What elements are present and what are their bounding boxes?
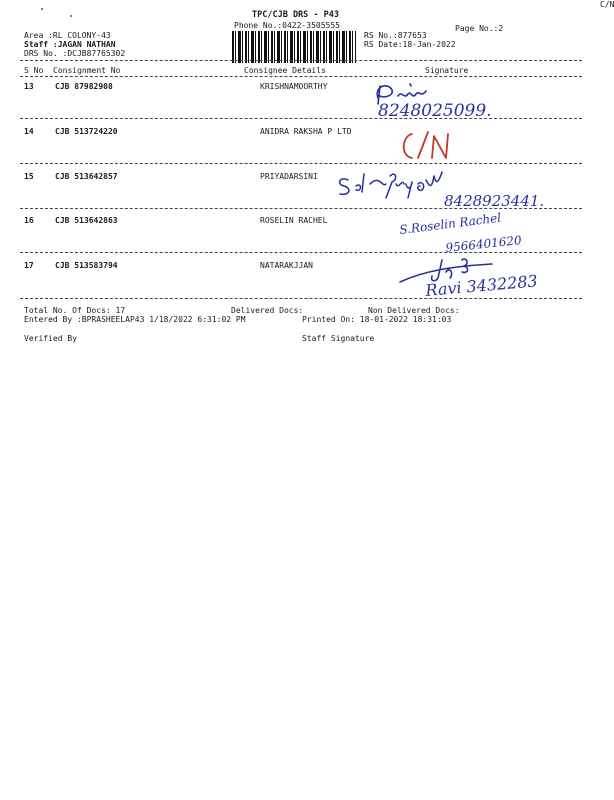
page-number: Page No.:2 bbox=[455, 24, 504, 33]
printed-on: Printed On: 18-01-2022 18:31:03 bbox=[302, 315, 452, 324]
row-sno: 13 bbox=[24, 82, 34, 91]
row-consignment-no: CJB 87982908 bbox=[55, 82, 113, 91]
area-label: Area :RL COLONY-43 bbox=[24, 31, 111, 40]
signature-phone: 8428923441. bbox=[444, 192, 545, 210]
verified-by-label: Verified By bbox=[24, 334, 77, 343]
scan-speck bbox=[70, 15, 72, 17]
column-header-consignee: Consignee Details bbox=[244, 66, 326, 75]
column-header-sno: S No bbox=[24, 66, 44, 75]
row-sno: 15 bbox=[24, 172, 34, 181]
row-consignee: NATARAKJJAN bbox=[260, 261, 313, 270]
phone-number: Phone No.:0422-3505555 bbox=[234, 21, 340, 30]
divider bbox=[20, 76, 582, 77]
divider bbox=[20, 208, 582, 209]
row-consignee: PRIYADARSINI bbox=[260, 172, 318, 181]
rs-number: RS No.:877653 bbox=[364, 31, 427, 40]
rs-date: RS Date:18-Jan-2022 bbox=[364, 40, 456, 49]
handwritten-signature bbox=[396, 252, 556, 302]
row-sno: 14 bbox=[24, 127, 34, 136]
row-consignee: KRISHNAMOORTHY bbox=[260, 82, 328, 91]
signature-text: Ravi 3432283 bbox=[424, 271, 539, 300]
entered-by: Entered By :BPRASHEELAP43 1/18/2022 6:31:02 PM bbox=[24, 315, 246, 324]
signature-name: S.Roselin Rachel bbox=[398, 210, 502, 237]
signature-text: C/N bbox=[600, 0, 614, 9]
divider bbox=[20, 163, 582, 164]
divider bbox=[20, 118, 582, 119]
staff-label: Staff :JAGAN NATHAN bbox=[24, 40, 116, 49]
non-delivered-docs: Non Delivered Docs: bbox=[368, 306, 460, 315]
divider bbox=[20, 298, 582, 299]
row-consignment-no: CJB 513583794 bbox=[55, 261, 118, 270]
drs-number: DRS No. :DCJB87765302 bbox=[24, 49, 126, 58]
total-docs: Total No. Of Docs: 17 bbox=[24, 306, 126, 315]
divider bbox=[20, 60, 582, 61]
row-sno: 16 bbox=[24, 216, 34, 225]
handwritten-signature bbox=[398, 128, 458, 164]
barcode bbox=[232, 31, 356, 63]
row-consignment-no: CJB 513642857 bbox=[55, 172, 118, 181]
column-header-consignment: Consignment No bbox=[53, 66, 121, 75]
row-consignee: ANIDRA RAKSHA P LTD bbox=[260, 127, 352, 136]
delivered-docs: Delivered Docs: bbox=[231, 306, 304, 315]
signature-phone: 9566401620 bbox=[444, 233, 523, 255]
signature-phone: 8248025099. bbox=[378, 101, 492, 121]
document-title: TPC/CJB DRS - P43 bbox=[252, 10, 339, 20]
column-header-signature: Signature bbox=[425, 66, 469, 75]
staff-signature-label: Staff Signature bbox=[302, 334, 375, 343]
row-consignment-no: CJB 513724220 bbox=[55, 127, 118, 136]
handwritten-signature bbox=[334, 168, 564, 210]
row-consignee: ROSELIN RACHEL bbox=[260, 216, 328, 225]
scan-speck bbox=[41, 8, 43, 10]
row-consignment-no: CJB 513642863 bbox=[55, 216, 118, 225]
row-sno: 17 bbox=[24, 261, 34, 270]
